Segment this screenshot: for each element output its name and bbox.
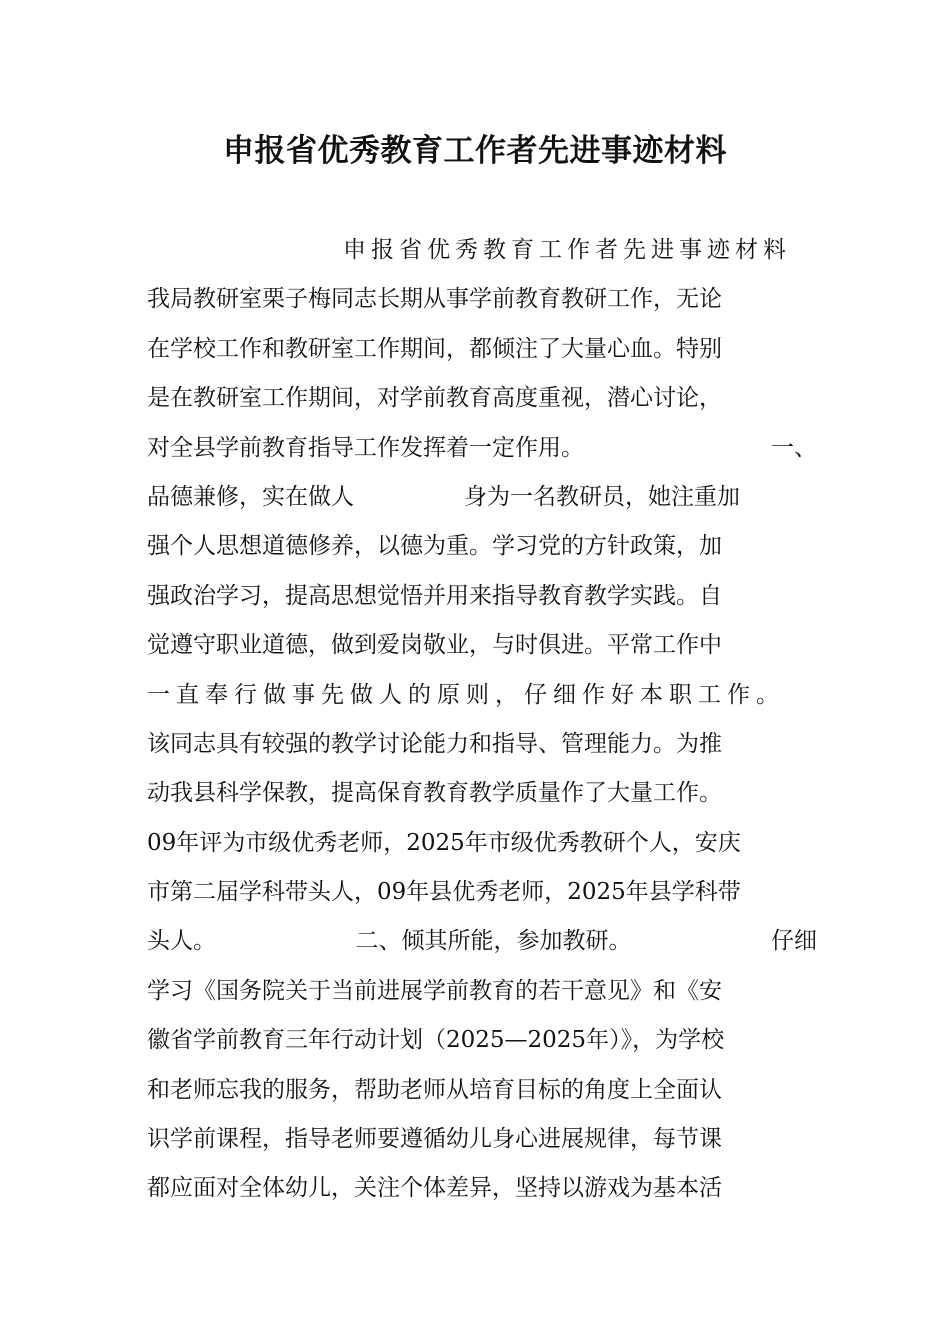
text-line: 觉遵守职业道德，做到爱岗敬业，与时俱进。平常工作中 xyxy=(147,632,722,659)
document-title: 申报省优秀教育工作者先进事迹材料 xyxy=(223,133,727,169)
paragraph-line xyxy=(147,522,817,571)
text-line: 学习《国务院关于当前进展学前教育的若干意见》和《安 xyxy=(147,977,722,1004)
text-line: 09年评为市级优秀老师，2025年市级优秀教研个人，安庆 xyxy=(147,829,741,856)
text-line: 徽省学前教育三年行动计划（2025—2025年）》，为学校 xyxy=(147,1027,725,1054)
text-line: 强个人思想道德修养，以德为重。学习党的方针政策，加 xyxy=(147,533,722,560)
paragraph-line xyxy=(147,1016,817,1065)
paragraph-line xyxy=(147,325,817,374)
paragraph-line xyxy=(147,967,817,1016)
document-body xyxy=(147,226,817,1214)
paragraph-line xyxy=(147,1066,817,1115)
text-line: 对全县学前教育指导工作发挥着一定作用。 xyxy=(147,434,584,461)
paragraph-line xyxy=(147,671,817,720)
section-heading: 品德兼修，实在做人 xyxy=(147,483,354,510)
paragraph-line xyxy=(147,621,817,670)
section-heading: 二、倾其所能，参加教研。 xyxy=(355,928,632,955)
paragraph-line xyxy=(147,1164,817,1213)
text-line: 市第二届学科带头人，09年县优秀老师，2025年县学科带 xyxy=(147,879,741,906)
paragraph-line xyxy=(147,720,817,769)
paragraph-line xyxy=(147,769,817,818)
paragraph-line xyxy=(147,1115,817,1164)
body-subtitle-line xyxy=(147,226,817,275)
paragraph-line xyxy=(147,868,817,917)
text-line: 在学校工作和教研室工作期间，都倾注了大量心血。特别 xyxy=(147,335,722,362)
body-subtitle: 申报省优秀教育工作者先进事迹材料 xyxy=(343,237,791,263)
text-line: 仔细 xyxy=(771,928,817,955)
text-line: 头人。 xyxy=(147,928,216,955)
paragraph-line xyxy=(147,275,817,324)
paragraph-line xyxy=(147,374,817,423)
text-line: 是在教研室工作期间，对学前教育高度重视，潜心讨论， xyxy=(147,385,722,412)
text-line: 身为一名教研员，她注重加 xyxy=(464,483,740,510)
text-line: 都应面对全体幼儿，关注个体差异，坚持以游戏为基本活 xyxy=(147,1175,722,1202)
text-line: 动我县科学保教，提高保育教育教学质量作了大量工作。 xyxy=(147,780,722,807)
text-line: 我局教研室栗子梅同志长期从事学前教育教研工作，无论 xyxy=(147,286,722,313)
text-line: 该同志具有较强的教学讨论能力和指导、管理能力。为推 xyxy=(147,730,722,757)
section-number: 一、 xyxy=(771,434,817,461)
paragraph-line xyxy=(147,819,817,868)
text-line: 识学前课程，指导老师要遵循幼儿身心进展规律，每节课 xyxy=(147,1126,722,1153)
text-line: 和老师忘我的服务，帮助老师从培育目标的角度上全面认 xyxy=(147,1076,722,1103)
text-line: 强政治学习，提高思想觉悟并用来指导教育教学实践。自 xyxy=(147,582,722,609)
text-line: 一直奉行做事先做人的原则，仔细作好本职工作。 xyxy=(147,681,785,708)
paragraph-line xyxy=(147,473,817,522)
paragraph-line xyxy=(147,424,817,473)
paragraph-line xyxy=(147,572,817,621)
paragraph-line xyxy=(147,917,817,966)
